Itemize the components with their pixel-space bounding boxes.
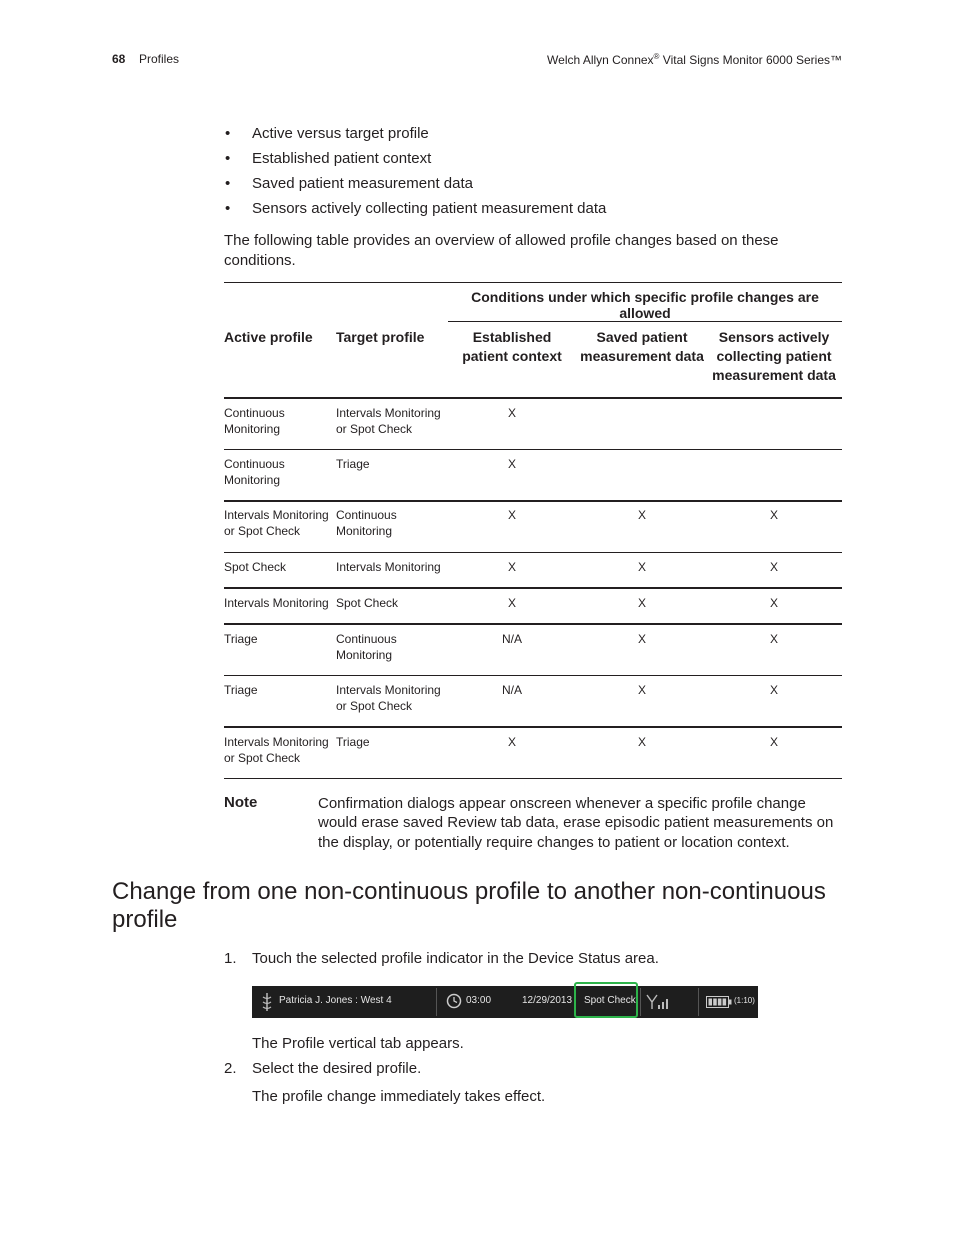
profile-indicator-button[interactable]: Spot Check (584, 995, 636, 1006)
table-cell-context: N/A (501, 632, 522, 646)
wireless-signal-icon (646, 993, 672, 1011)
divider (436, 988, 437, 1016)
table-cell-sensors: X (769, 735, 778, 749)
conditions-group-header: Conditions under which specific profile changes are allowed (471, 289, 819, 321)
step-2-result: The profile change immediately takes effect. (252, 1088, 546, 1105)
bullet-icon: • (225, 175, 231, 192)
bullet-text: Established patient context (252, 150, 432, 167)
table-cell-target: Continuous Monitoring (336, 508, 397, 538)
table-cell-context: X (507, 596, 516, 610)
table-cell-sensors: X (769, 632, 778, 646)
document-title (547, 52, 842, 67)
table-rule (224, 675, 842, 676)
step-number: 2. (224, 1060, 237, 1077)
note-label: Note (224, 794, 258, 811)
table-rule (224, 623, 842, 625)
table-cell-target: Continuous Monitoring (336, 632, 397, 662)
patient-name-location[interactable]: Patricia J. Jones : West 4 (279, 995, 392, 1006)
table-rule (224, 587, 842, 589)
section-heading: Change from one non-continuous profile to another non-continuous profile (112, 878, 826, 933)
table-cell-active: Triage (224, 632, 258, 646)
table-cell-target: Triage (336, 457, 370, 471)
table-rule (224, 500, 842, 502)
date[interactable]: 12/29/2013 (522, 995, 573, 1006)
device-status-bar (252, 986, 758, 1018)
bullet-text: Active versus target profile (252, 125, 429, 142)
doc-title-reg: ® (653, 52, 660, 61)
table-rule (224, 778, 842, 779)
list-item (224, 200, 824, 225)
column-header-context: Established patient context (462, 329, 562, 364)
step-text: Touch the selected profile indicator in the Device Status area. (252, 950, 659, 967)
table-cell-saved: X (637, 508, 646, 522)
table-cell-active: Continuous Monitoring (224, 457, 285, 487)
table-cell-target: Triage (336, 735, 370, 749)
section-name: Profiles (139, 52, 180, 66)
divider (698, 988, 699, 1016)
bullet-text: Saved patient measurement data (252, 175, 473, 192)
bullet-icon: • (225, 200, 231, 217)
caduceus-icon (261, 992, 273, 1012)
doc-title-main: Welch Allyn Connex (547, 53, 654, 67)
list-item (224, 125, 824, 150)
table-cell-target: Spot Check (336, 596, 399, 610)
table-cell-sensors: X (769, 683, 778, 697)
table-rule (224, 282, 842, 283)
table-cell-saved: X (637, 632, 646, 646)
column-header-active: Active profile (224, 329, 313, 345)
condition-bullet-list (224, 125, 824, 225)
table-cell-saved: X (637, 735, 646, 749)
intro-paragraph: The following table provides an overview of allowed profile changes based on these conditions. (224, 232, 779, 269)
clock-icon (446, 993, 462, 1009)
table-cell-active: Intervals Monitoring or Spot Check (224, 508, 329, 538)
note-text: Confirmation dialogs appear onscreen whenever a specific profile change would erase saved Review tab data, erase episodic patient measurements on the display, or potentially require changes to patient or location context. (318, 795, 834, 851)
table-rule (224, 552, 842, 553)
divider (640, 988, 641, 1016)
table-cell-saved: X (637, 683, 646, 697)
step-text: Select the desired profile. (252, 1060, 422, 1077)
table-cell-sensors: X (769, 596, 778, 610)
table-cell-context: X (507, 457, 516, 471)
column-header-target: Target profile (336, 329, 425, 345)
table-cell-context: N/A (501, 683, 522, 697)
table-cell-target: Intervals Monitoring or Spot Check (336, 406, 441, 436)
table-cell-active: Continuous Monitoring (224, 406, 285, 436)
table-cell-saved: X (637, 560, 646, 574)
table-cell-active: Intervals Monitoring or Spot Check (224, 735, 329, 765)
bullet-text: Sensors actively collecting patient measurement data (252, 200, 607, 217)
table-cell-active: Spot Check (224, 560, 287, 574)
table-rule (224, 449, 842, 450)
step-1-result: The Profile vertical tab appears. (252, 1035, 464, 1052)
table-cell-target: Intervals Monitoring (336, 560, 441, 574)
table-rule (224, 397, 842, 399)
bullet-icon: • (225, 125, 231, 142)
step-number: 1. (224, 950, 237, 967)
table-cell-context: X (507, 508, 516, 522)
table-cell-saved: X (637, 596, 646, 610)
table-cell-active: Triage (224, 683, 258, 697)
page-header (112, 52, 842, 68)
page-number: 68 (112, 52, 126, 66)
table-rule (224, 726, 842, 728)
table-cell-context: X (507, 735, 516, 749)
clock-time[interactable]: 03:00 (466, 995, 492, 1006)
battery-icon (706, 996, 732, 1008)
table-cell-active: Intervals Monitoring (224, 596, 329, 610)
table-cell-context: X (507, 406, 516, 420)
column-header-sensors: Sensors actively collecting patient measurement data (712, 329, 836, 383)
list-item (224, 175, 824, 200)
table-cell-target: Intervals Monitoring or Spot Check (336, 683, 441, 713)
column-header-saved: Saved patient measurement data (580, 329, 704, 364)
battery-time[interactable]: (1:10) (734, 996, 755, 1005)
bullet-icon: • (225, 150, 231, 167)
table-cell-sensors: X (769, 560, 778, 574)
table-rule (448, 321, 842, 322)
doc-title-rest: Vital Signs Monitor 6000 Series™ (659, 53, 842, 67)
table-cell-sensors: X (769, 508, 778, 522)
list-item (224, 150, 824, 175)
table-cell-context: X (507, 560, 516, 574)
